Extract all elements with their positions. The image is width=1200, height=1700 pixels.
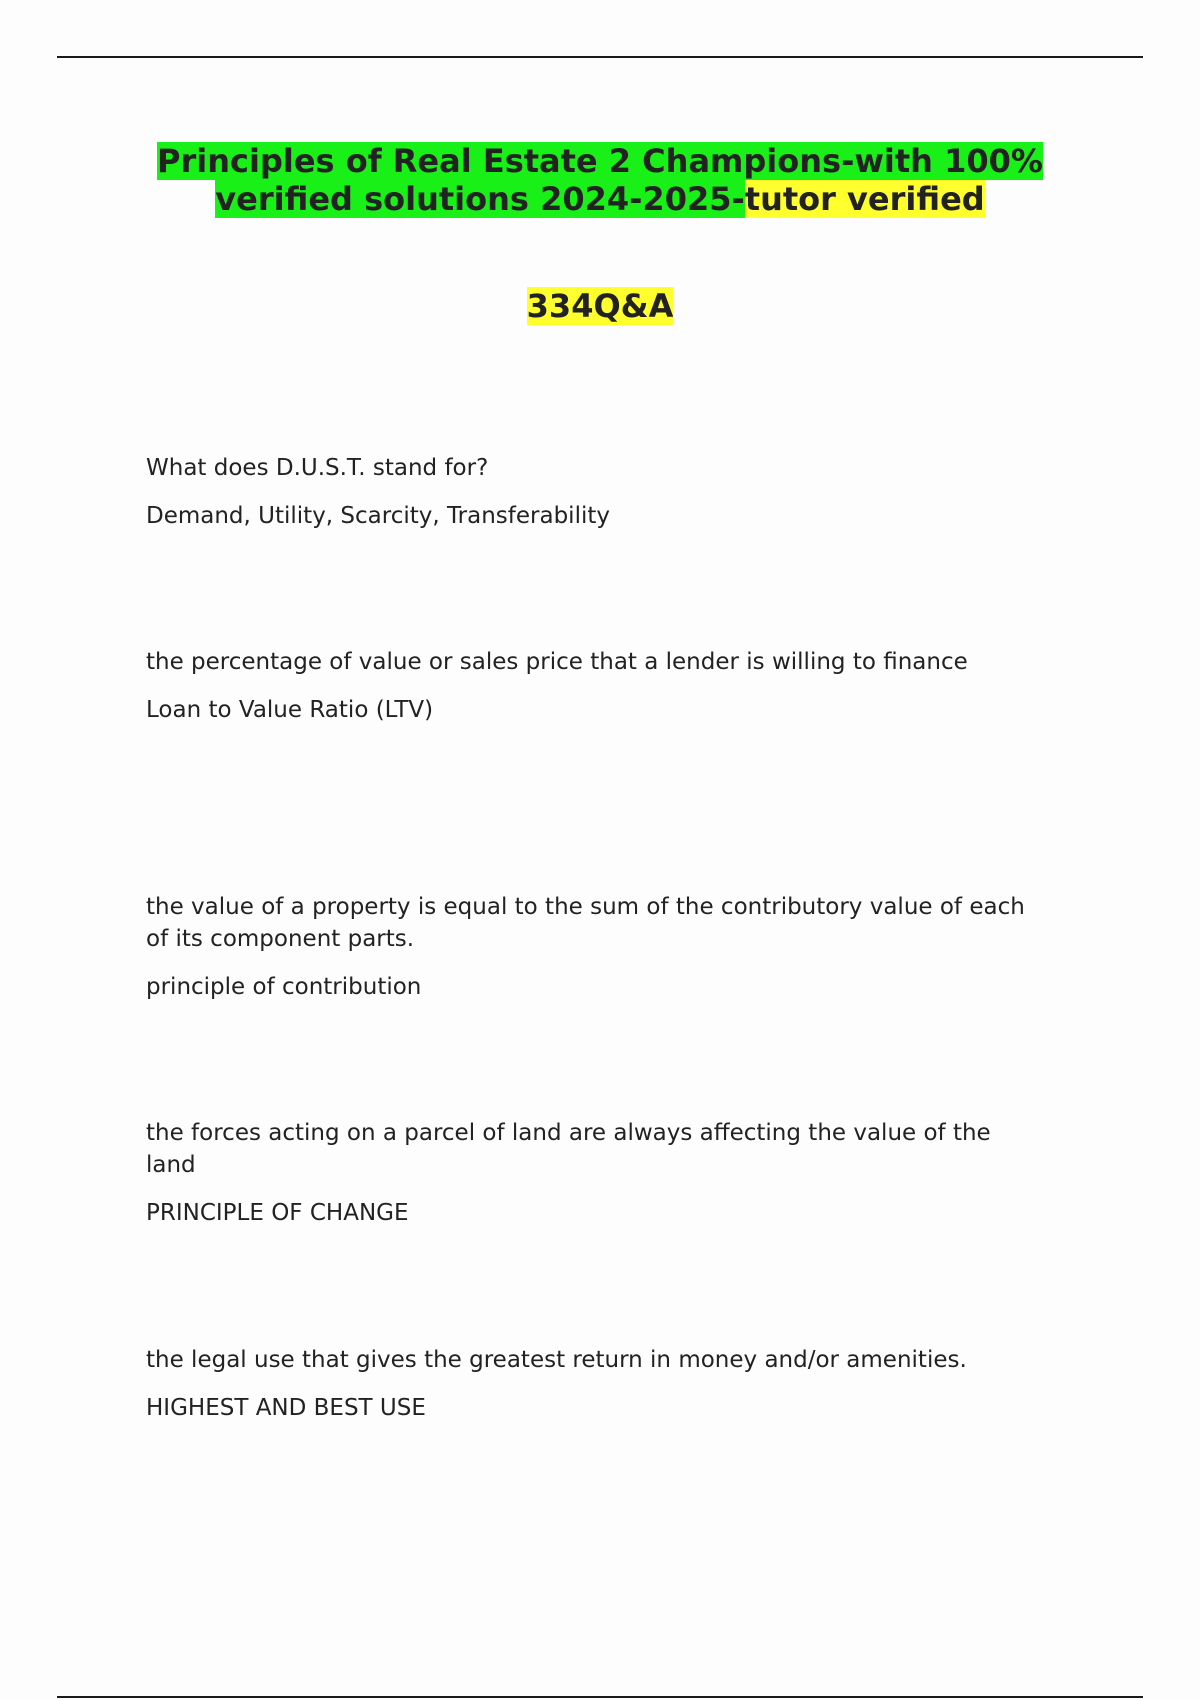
question-text: the forces acting on a parcel of land are always affecting the value of the land: [146, 1120, 991, 1178]
answer-text: PRINCIPLE OF CHANGE: [146, 1200, 409, 1226]
qa-item: [146, 1117, 1046, 1229]
qa-item: [146, 891, 1046, 1003]
top-rule: [57, 56, 1143, 58]
question-count-label: 334Q&A: [526, 287, 674, 325]
question-text: What does D.U.S.T. stand for?: [146, 455, 489, 481]
answer-text: Demand, Utility, Scarcity, Transferability: [146, 503, 610, 529]
answer-text: HIGHEST AND BEST USE: [146, 1395, 426, 1421]
answer-text: Loan to Value Ratio (LTV): [146, 697, 434, 723]
question-count: [150, 287, 1050, 325]
title-yellow-part: tutor verified: [744, 180, 985, 218]
answer-text: principle of contribution: [146, 974, 422, 1000]
question-text: the percentage of value or sales price that a lender is willing to finance: [146, 649, 968, 675]
question-text: the legal use that gives the greatest return in money and/or amenities.: [146, 1347, 967, 1373]
question-text: the value of a property is equal to the sum of the contributory value of each of its component parts.: [146, 894, 1025, 952]
document-title: [150, 142, 1050, 218]
qa-item: [146, 1344, 1046, 1424]
title-green-part: Principles of Real Estate 2 Champions-with 100% verified solutions 2024-2025-: [157, 142, 1043, 218]
qa-item: [146, 646, 1046, 726]
bottom-rule: [57, 1696, 1143, 1698]
qa-item: [146, 452, 1046, 532]
